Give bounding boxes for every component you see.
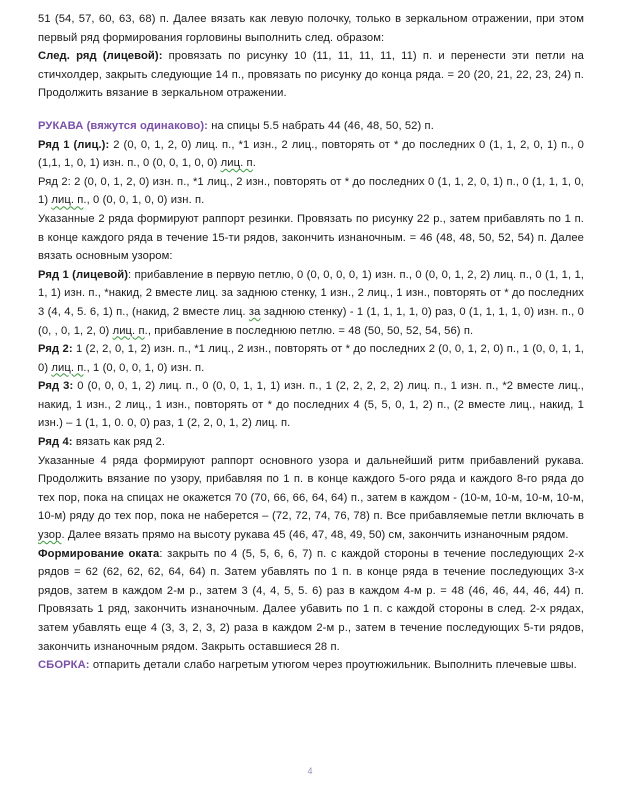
paragraph-rib-rapport: Указанные 2 ряда формируют раппорт резинки. Провязать по рисунку 22 р., затем прибавлять по 1 п. в конце каждого ряда в течение 15-ти рядов, закончить изнаночным. = 46 (48, 48, 50, 52, 54) п. Далее вязать основным узором: (38, 212, 584, 263)
spellcheck-mark: лиц. п (112, 324, 145, 337)
paragraph-sleeves-heading: РУКАВА (вяжутся одинаково): на спицы 5.5 набрать 44 (46, 48, 50, 52) п. (38, 119, 434, 132)
document-body (38, 10, 584, 675)
spellcheck-mark: лиц. п (51, 194, 84, 207)
paragraph-row-4-main: Ряд 4: вязать как ряд 2. (38, 436, 166, 449)
row-4-main-heading: Ряд 4: (38, 436, 73, 449)
paragraph-front-left: 51 (54, 57, 60, 63, 68) п. Далее вязать как левую полочку, только в зеркальном отражении, при этом первый ряд формирования горловины выполнить след. образом: (38, 13, 584, 44)
paragraph-sleeve-cap: Формирование оката: закрыть по 4 (5, 5, 6, 6, 7) п. с каждой стороны в течение последующих 2-х рядов = 62 (62, 62, 62, 64, 64) п. Затем убавлять по 1 п. в конце ряда в течение последующих 3-х рядов, затем в каждом 2-м р., затем 3 (4, 4, 5, 5. 6) раз в каждом 4-м р. = 48 (46, 46, 44, 46, 44) п. Провязать 1 ряд, закончить изнаночным. Далее убавить по 1 п. с каждой стороны в след. 2-х рядах, затем убавлять еще 4 (3, 3, 2, 3, 2) раза в каждом 2-м р., затем в течение последующих 5-ти рядов, закончить изнаночным рядом. Закрыть оставшиеся 28 п. (38, 547, 585, 653)
page-number: 4 (307, 766, 313, 776)
spellcheck-mark: лиц. п (220, 157, 253, 170)
assembly-heading: СБОРКА: (38, 659, 90, 672)
spacer (38, 103, 584, 117)
paragraph-assembly: СБОРКА: отпарить детали слабо нагретым утюгом через проутюжильник. Выполнить плечевые швы. (38, 659, 577, 672)
paragraph-row-1-rib: Ряд 1 (лиц.): 2 (0, 0, 1, 2, 0) лиц. п., *1 изн., 2 лиц., повторять от * до последних 0 (1, 1, 2, 0, 1) п., 0 (1,1, 1, 0, 1) изн. п., 0 (0, 0, 1, 0, 0) лиц. п. (38, 138, 584, 170)
spellcheck-mark: узор (38, 529, 62, 542)
row-1-heading: Ряд 1 (лиц.): (38, 138, 110, 151)
spellcheck-mark: за (248, 305, 261, 318)
paragraph-row-2-rib: Ряд 2: 2 (0, 0, 1, 2, 0) изн. п., *1 лиц., 2 изн., повторять от * до последних 0 (1, 1, 2, 0, 1) п., 0 (1, 1, 1, 0, 1) лиц. п., 0 (0, 0, 1, 0, 0) изн. п. (38, 175, 584, 207)
next-row-heading: След. ряд (лицевой): (38, 50, 163, 63)
paragraph-row-2-main: Ряд 2: 1 (2, 2, 0, 1, 2) изн. п., *1 лиц., 2 изн., повторять от * до последних 2 (0, 0, 1, 2, 0) п., 1 (0, 0, 1, 1, 0) лиц. п., 1 (0, 0, 0, 1, 0) изн. п. (38, 343, 584, 374)
row-1-main-heading: Ряд 1 (лицевой) (38, 268, 129, 281)
paragraph-row-1-main: Ряд 1 (лицевой): прибавление в первую петлю, 0 (0, 0, 0, 0, 1) изн. п., 0 (0, 0, 1, 2, 2) лиц. п., 0 (1, 1, 1, 1, 1) изн. п., *накид, 2 вместе лиц. за заднюю стенку, 1 изн., 2 лиц., 1 изн., повторять от * до последних 3 (4, 4, 5. 6, 1) п., (накид, 2 вместе лиц. за заднюю стенку) - 1 (1, 1, 1, 1, 0) раз, 0 (1, 1, 1, 1, 0) изн. п., 0 (0, , 0, 1, 2, 0) лиц. п., прибавление в последнюю петлю. = 48 (50, 50, 52, 54, 56) п. (38, 268, 585, 337)
paragraph-main-rapport: Указанные 4 ряда формируют раппорт основного узора и дальнейший ритм прибавлений рукава. Продолжить вязание по узору, прибавляя по 1 п. в конце каждого 5-ого ряда и каждого 8-го ряда до тех пор, пока на спицах не окажется 70 (70, 66, 66, 64, 64) п., затем в каждом - (10-м, 10-м, 10-м, 10-м, 10-м) ряду до тех пор, пока не наберется – (72, 72, 74, 76, 78) п. Все прибавляемые петли включать в узор. Далее вязать прямо на высоту рукава 45 (46, 47, 48, 49, 50) см, закончить изнаночным рядом. (38, 454, 584, 542)
sleeve-cap-heading: Формирование оката (38, 547, 160, 560)
row-2-main-heading: Ряд 2: (38, 343, 73, 356)
spellcheck-mark: лиц. п (51, 361, 84, 374)
sleeves-heading: РУКАВА (вяжутся одинаково): (38, 119, 208, 132)
paragraph-next-row: След. ряд (лицевой): провязать по рисунку 10 (11, 11, 11, 11, 11) п. и перенести эти петли на стичхолдер, закрыть следующие 14 п., провязать по рисунку до конца ряда. = 20 (20, 21, 22, 23, 24) п. Продолжить вязание в зеркальном отражении. (38, 50, 584, 100)
paragraph-row-3-main: Ряд 3: 0 (0, 0, 0, 1, 2) лиц. п., 0 (0, 0, 1, 1, 1) изн. п., 1 (2, 2, 2, 2, 2) лиц. п., 1 изн. п., *2 вместе лиц., накид, 1 изн., 2 лиц., 1 изн., повторять от * до последних 4 (5, 5, 0, 1, 2) п., (2 вместе лиц., накид, 1 изн.) – 1 (1, 1, 0. 0, 0) раз, 1 (2, 2, 0, 1, 2) лиц. п. (38, 380, 584, 430)
row-3-main-heading: Ряд 3: (38, 380, 74, 393)
